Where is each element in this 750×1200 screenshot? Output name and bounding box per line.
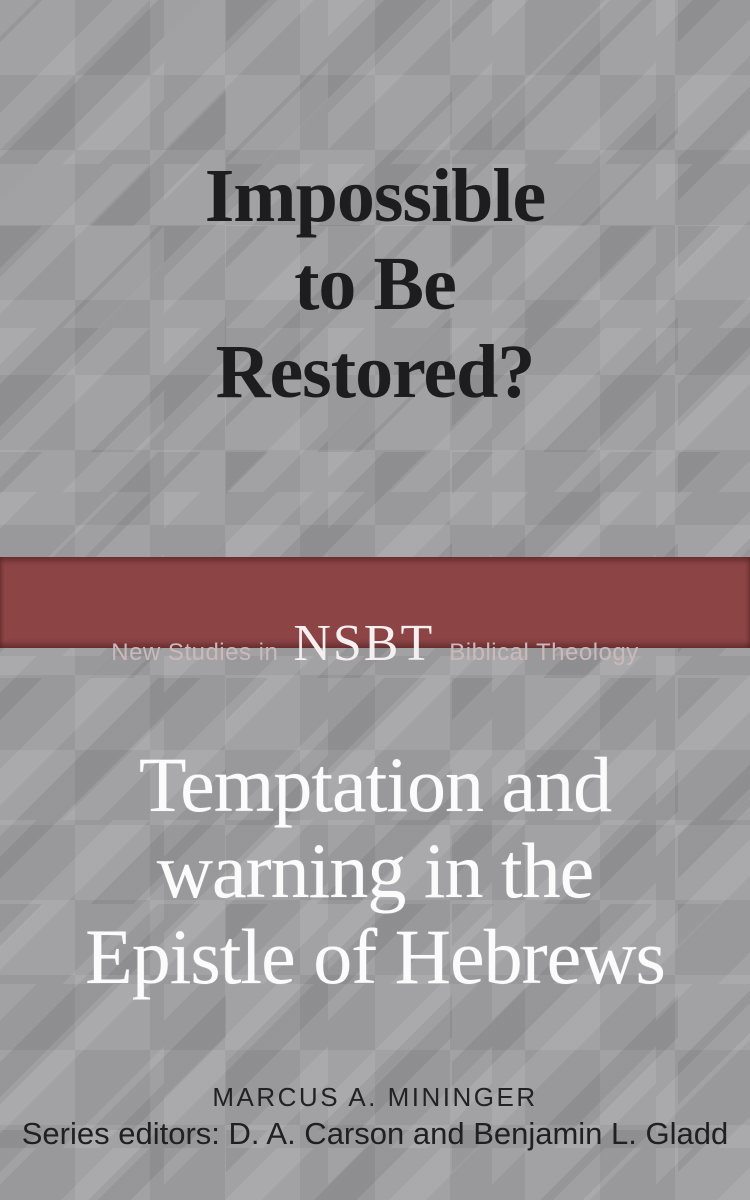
title-line-2: to Be	[294, 242, 456, 326]
book-subtitle	[0, 742, 750, 1000]
series-band-left-label: New Studies in	[111, 639, 279, 666]
nsbt-logo: NSBT	[293, 615, 435, 672]
author-name: MARCUS A. MININGER	[212, 1082, 538, 1112]
series-editors: Series editors: D. A. Carson and Benjamin L. Gladd	[21, 1116, 729, 1151]
series-band	[0, 557, 750, 672]
subtitle-line-2: warning in the	[156, 827, 594, 914]
title-line-3: Restored?	[215, 330, 535, 414]
series-band-right-label: Biblical Theology	[449, 639, 639, 666]
book-title	[0, 152, 750, 416]
title-line-1: Impossible	[204, 154, 546, 238]
series-band-content	[111, 614, 639, 673]
subtitle-line-3: Epistle of Hebrews	[85, 913, 665, 1000]
subtitle-line-1: Temptation and	[138, 741, 612, 828]
